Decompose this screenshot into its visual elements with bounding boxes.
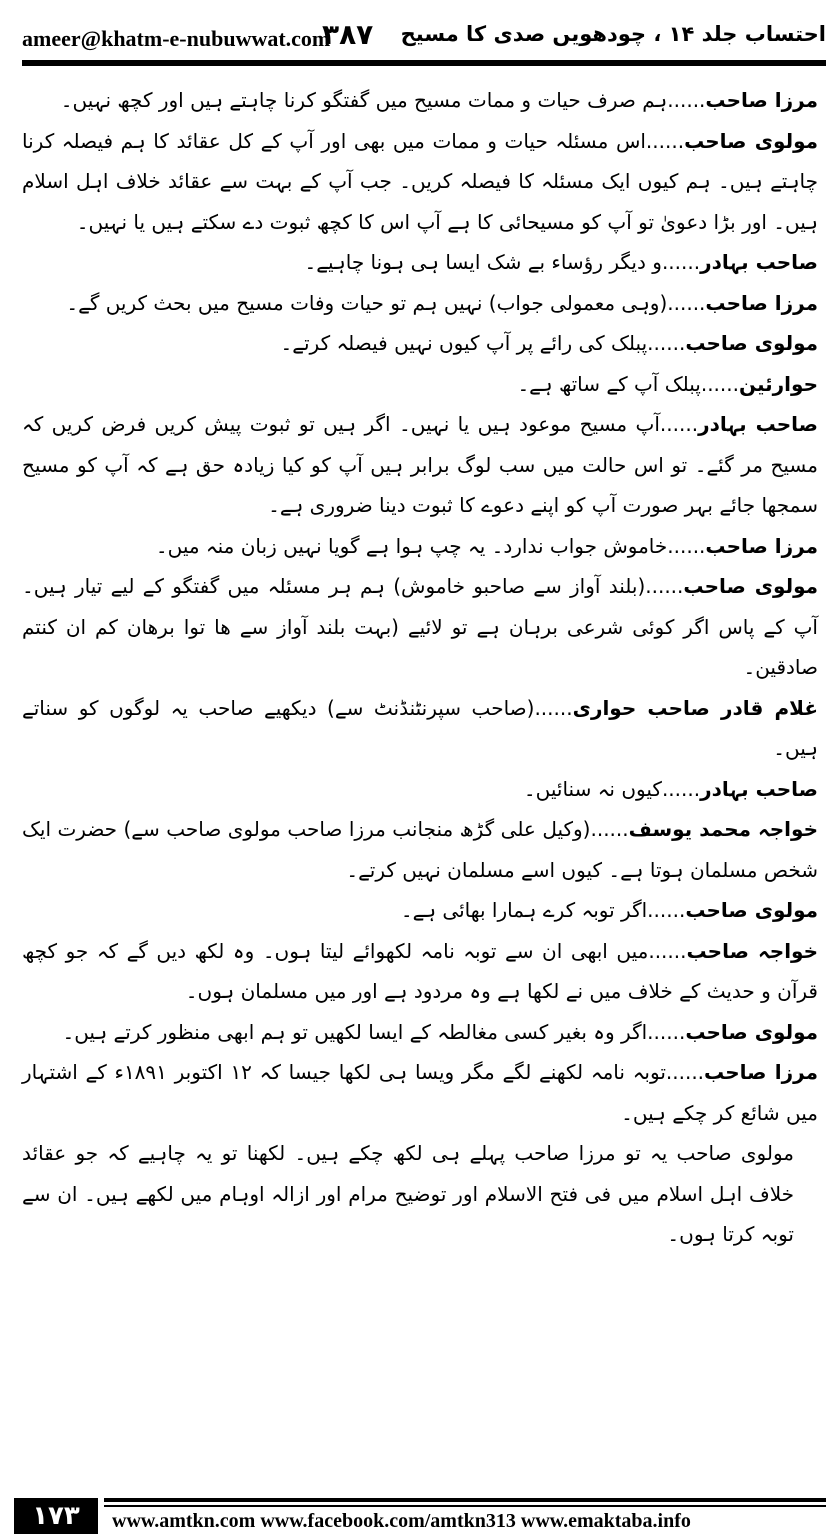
header-book-title: احتساب جلد ۱۴ ، چودھویں صدی کا مسیح bbox=[400, 22, 826, 46]
dialogue-text: کیوں نہ سنائیں۔ bbox=[523, 776, 662, 801]
header-page-number: ۳۸۷ bbox=[322, 18, 374, 51]
page-header bbox=[22, 14, 826, 54]
speaker-separator: ...... bbox=[659, 412, 699, 436]
speaker-separator: ...... bbox=[645, 128, 685, 153]
dialogue-paragraph bbox=[22, 1052, 818, 1133]
dialogue-text: پبلک کی رائے پر آپ کیوں نہیں فیصلہ کرتے۔ bbox=[280, 331, 648, 355]
dialogue-text: توبہ نامہ لکھنے لگے مگر ویسا ہی لکھا جیسا کہ ۱۲ اکتوبر ۱۸۹۱ء کے اشتہار میں شائع کر چکے ہیں۔ bbox=[22, 1060, 818, 1125]
dialogue-paragraph bbox=[22, 323, 818, 364]
speaker-separator: ...... bbox=[647, 331, 686, 355]
speaker-name: مرزا صاحب bbox=[705, 533, 818, 558]
dialogue-paragraph bbox=[22, 364, 818, 405]
speaker-name: مرزا صاحب bbox=[704, 1060, 819, 1084]
dialogue-paragraph bbox=[22, 404, 818, 526]
speaker-separator: ...... bbox=[661, 776, 701, 801]
dialogue-text: و دیگر رؤساء بے شک ایسا ہی ہونا چاہیے۔ bbox=[304, 250, 662, 274]
speaker-name: غلام قادر صاحب حواری bbox=[572, 695, 818, 720]
speaker-separator: ...... bbox=[590, 817, 629, 841]
dialogue-text: (بلند آواز سے صاحبو خاموش) ہم ہر مسئلہ میں گفتگو کے لیے تیار ہیں۔ آپ کے پاس اگر کوئی شرعی برہان ہے تو لائیے (بہت بلند آواز سے ھا توا برھان کم ان کنتم صادقین۔ bbox=[22, 574, 818, 679]
speaker-name: مولوی صاحب bbox=[685, 331, 818, 355]
speaker-name: صاحب بہادر bbox=[700, 250, 818, 274]
speaker-separator: ...... bbox=[645, 574, 684, 598]
speaker-name: مرزا صاحب bbox=[705, 88, 818, 112]
dialogue-text: خاموش جواب ندارد۔ یہ چپ ہوا ہے گویا نہیں زبان منہ میں۔ bbox=[155, 533, 668, 558]
dialogue-text: مولوی صاحب یہ تو مرزا صاحب پہلے ہی لکھ چکے ہیں۔ لکھنا تو یہ چاہیے کہ جو عقائد خلاف اہل اسلام میں فی فتح الاسلام اور توضیح مرام اور ازالہ اوہام میں لکھے ہیں۔ ان سے توبہ کرتا ہوں۔ bbox=[22, 1141, 794, 1246]
speaker-name: خواجہ محمد یوسف bbox=[628, 817, 818, 841]
speaker-separator: ...... bbox=[667, 88, 706, 112]
dialogue-body bbox=[22, 80, 818, 1480]
dialogue-text: (وکیل علی گڑھ منجانب مرزا صاحب مولوی صاحب سے) حضرت ایک شخص مسلمان ہوتا ہے۔ کیوں اسے مسلمان نہیں کرتے۔ bbox=[22, 817, 818, 882]
speaker-name: مولوی صاحب bbox=[684, 128, 818, 153]
dialogue-paragraph bbox=[22, 931, 818, 1012]
footer-rule-thin bbox=[104, 1505, 826, 1507]
dialogue-paragraph bbox=[22, 80, 818, 121]
header-email: ameer@khatm-e-nubuwwat.com bbox=[22, 26, 331, 51]
speaker-name: خواجہ صاحب bbox=[686, 938, 819, 963]
speaker-separator: ...... bbox=[667, 533, 706, 558]
speaker-separator: ...... bbox=[667, 290, 706, 315]
dialogue-text: اس مسئلہ حیات و ممات میں بھی اور آپ کے کل عقائد کا ہم فیصلہ کرنا چاہتے ہیں۔ ہم کیوں ایک مسئلہ کا فیصلہ کریں۔ جب آپ کے بہت سے عقائد خلاف اہل اسلام ہیں۔ اور بڑا دعویٰ تو آپ کو مسیحائی کا ہے آپ اس کا کچھ ثبوت دے سکتے ہیں یا نہیں۔ bbox=[22, 128, 818, 234]
dialogue-paragraph bbox=[22, 688, 818, 769]
dialogue-paragraph bbox=[22, 526, 818, 567]
speaker-name: مولوی صاحب bbox=[685, 1019, 818, 1044]
speaker-separator: ...... bbox=[648, 938, 687, 963]
page-footer bbox=[14, 1498, 826, 1534]
speaker-name: صاحب بہادر bbox=[700, 776, 818, 801]
dialogue-paragraph bbox=[22, 566, 818, 688]
dialogue-paragraph bbox=[22, 1012, 818, 1053]
dialogue-paragraph bbox=[22, 769, 818, 810]
dialogue-text: پبلک آپ کے ساتھ ہے۔ bbox=[517, 371, 701, 396]
speaker-separator: ...... bbox=[700, 371, 739, 396]
dialogue-text: اگر وہ بغیر کسی مغالطہ کے ایسا لکھیں تو ہم ابھی منظور کرتے ہیں۔ bbox=[62, 1019, 648, 1044]
dialogue-paragraph bbox=[22, 1133, 818, 1255]
speaker-name: مولوی صاحب bbox=[685, 898, 818, 922]
speaker-separator: ...... bbox=[647, 1019, 686, 1044]
dialogue-text: (صاحب سپرنٹنڈنٹ سے) دیکھیے صاحب یہ لوگوں کو سناتے ہیں۔ bbox=[22, 695, 818, 760]
dialogue-paragraph bbox=[22, 283, 818, 324]
speaker-separator: ...... bbox=[647, 898, 686, 922]
dialogue-text: (وہی معمولی جواب) نہیں ہم تو حیات وفات مسیح میں بحث کریں گے۔ bbox=[66, 290, 668, 315]
speaker-separator: ...... bbox=[534, 695, 573, 720]
dialogue-paragraph bbox=[22, 890, 818, 931]
dialogue-text: ہم صرف حیات و ممات مسیح میں گفتگو کرنا چاہتے ہیں اور کچھ نہیں۔ bbox=[60, 88, 668, 112]
footer-links: www.amtkn.com www.facebook.com/amtkn313 www.emaktaba.info bbox=[112, 1510, 691, 1532]
dialogue-paragraph bbox=[22, 809, 818, 890]
dialogue-paragraph bbox=[22, 121, 818, 243]
dialogue-text: میں ابھی ان سے توبہ نامہ لکھوائے لیتا ہوں۔ وہ لکھ دیں گے کہ جو کچھ قرآن و حدیث کے خلاف میں نے لکھا ہے وہ مردود ہے اور میں مسلمان ہوں۔ bbox=[22, 938, 818, 1003]
speaker-name: حوارئین bbox=[739, 371, 818, 396]
dialogue-text: آپ مسیح موعود ہیں یا نہیں۔ اگر ہیں تو ثبوت پیش کریں فرض کریں کہ مسیح مر گئے۔ تو اس حالت میں سب لوگ برابر ہیں آپ کو کیا زیادہ حق ہے کہ آپ کو مسیح سمجھا جائے بہر صورت آپ کو اپنے دعوے کا ثبوت دینا ضروری ہے۔ bbox=[22, 412, 818, 517]
footer-page-number: ۱۷۳ bbox=[14, 1498, 98, 1534]
speaker-name: مرزا صاحب bbox=[705, 290, 818, 315]
speaker-name: مولوی صاحب bbox=[683, 574, 818, 598]
dialogue-paragraph bbox=[22, 242, 818, 283]
dialogue-text: اگر توبہ کرے ہمارا بھائی ہے۔ bbox=[400, 898, 648, 922]
speaker-separator: ...... bbox=[665, 1060, 705, 1084]
header-rule bbox=[22, 60, 826, 66]
speaker-separator: ...... bbox=[661, 250, 701, 274]
footer-rule bbox=[104, 1498, 826, 1502]
speaker-name: صاحب بہادر bbox=[698, 412, 818, 436]
